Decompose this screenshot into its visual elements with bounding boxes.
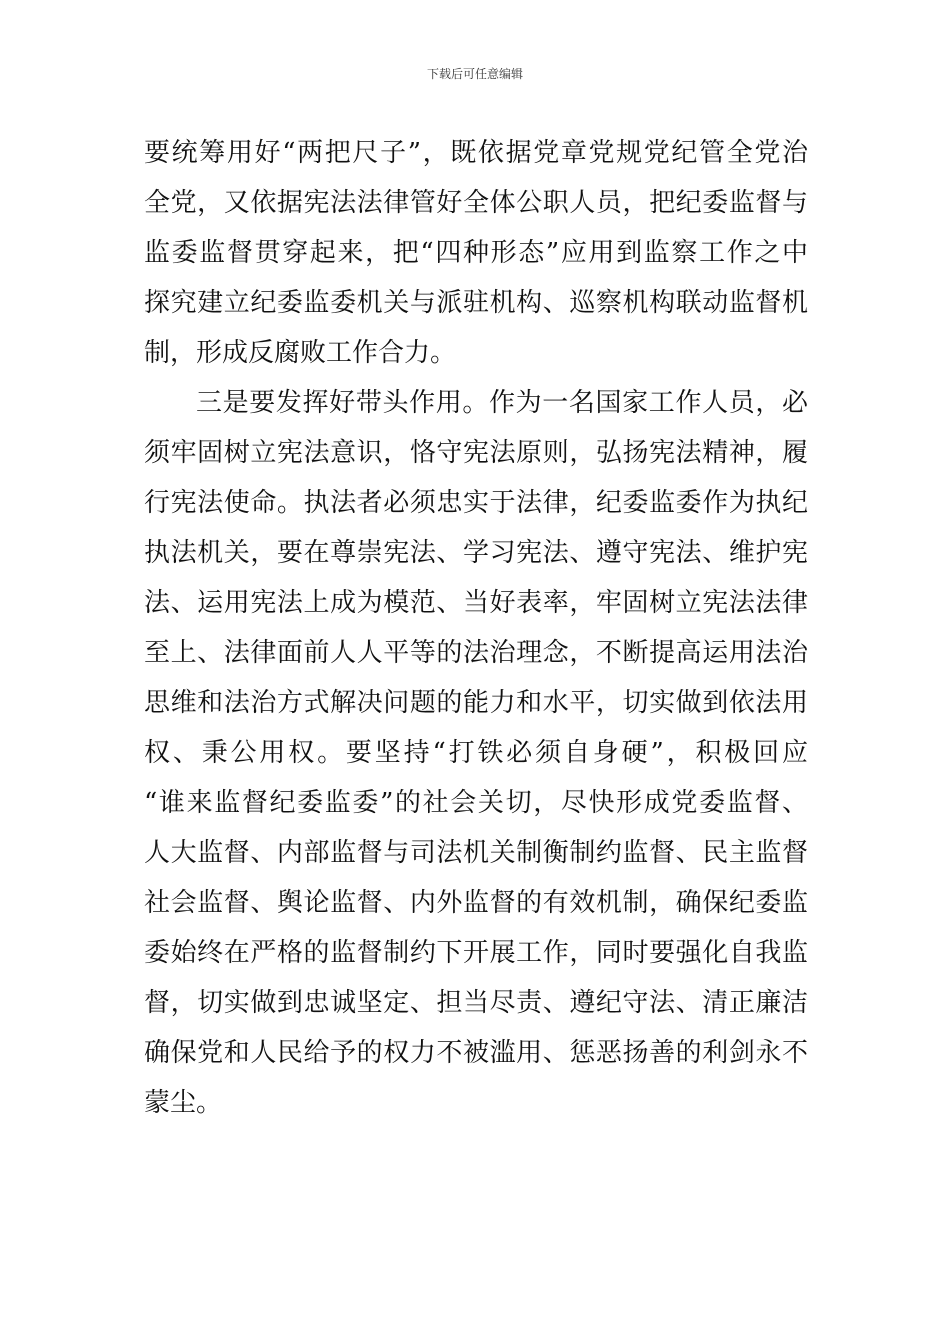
text-line: 执法机关，要在尊崇宪法、学习宪法、遵守宪法、维护宪	[144, 538, 808, 568]
text-line: 要统筹用好“两把尺子”，既依据党章党规党纪管全党治	[144, 138, 808, 168]
text-line: “谁来监督纪委监委”的社会关切，尽快形成党委监督、	[144, 788, 808, 818]
text-line: 督，切实做到忠诚坚定、担当尽责、遵纪守法、清正廉洁	[144, 988, 808, 1018]
text-line: 行宪法使命。执法者必须忠实于法律，纪委监委作为执纪	[144, 488, 808, 518]
text-line: 至上、法律面前人人平等的法治理念，不断提高运用法治	[144, 638, 808, 668]
text-line: 人大监督、内部监督与司法机关制衡制约监督、民主监督	[144, 838, 808, 868]
page-header: 下载后可任意编辑	[426, 67, 523, 81]
text-line: 权、秉公用权。要坚持“打铁必须自身硬”，积极回应	[144, 738, 808, 768]
text-line: 委始终在严格的监督制约下开展工作，同时要强化自我监	[144, 938, 808, 968]
text-line: 探究建立纪委监委机关与派驻机构、巡察机构联动监督机	[144, 288, 808, 318]
text-line: 三是要发挥好带头作用。作为一名国家工作人员，必	[196, 388, 808, 418]
document-body	[144, 128, 808, 1128]
text-line: 蒙尘。	[144, 1088, 223, 1118]
text-line: 制，形成反腐败工作合力。	[144, 338, 457, 368]
text-line: 社会监督、舆论监督、内外监督的有效机制，确保纪委监	[144, 888, 808, 918]
text-line: 确保党和人民给予的权力不被滥用、惩恶扬善的利剑永不	[144, 1038, 808, 1068]
text-line: 思维和法治方式解决问题的能力和水平，切实做到依法用	[144, 688, 808, 718]
text-line: 须牢固树立宪法意识，恪守宪法原则，弘扬宪法精神，履	[144, 438, 808, 468]
text-line: 监委监督贯穿起来，把“四种形态”应用到监察工作之中	[144, 238, 808, 268]
text-line: 全党，又依据宪法法律管好全体公职人员，把纪委监督与	[144, 188, 808, 218]
text-line: 法、运用宪法上成为模范、当好表率，牢固树立宪法法律	[144, 588, 808, 618]
